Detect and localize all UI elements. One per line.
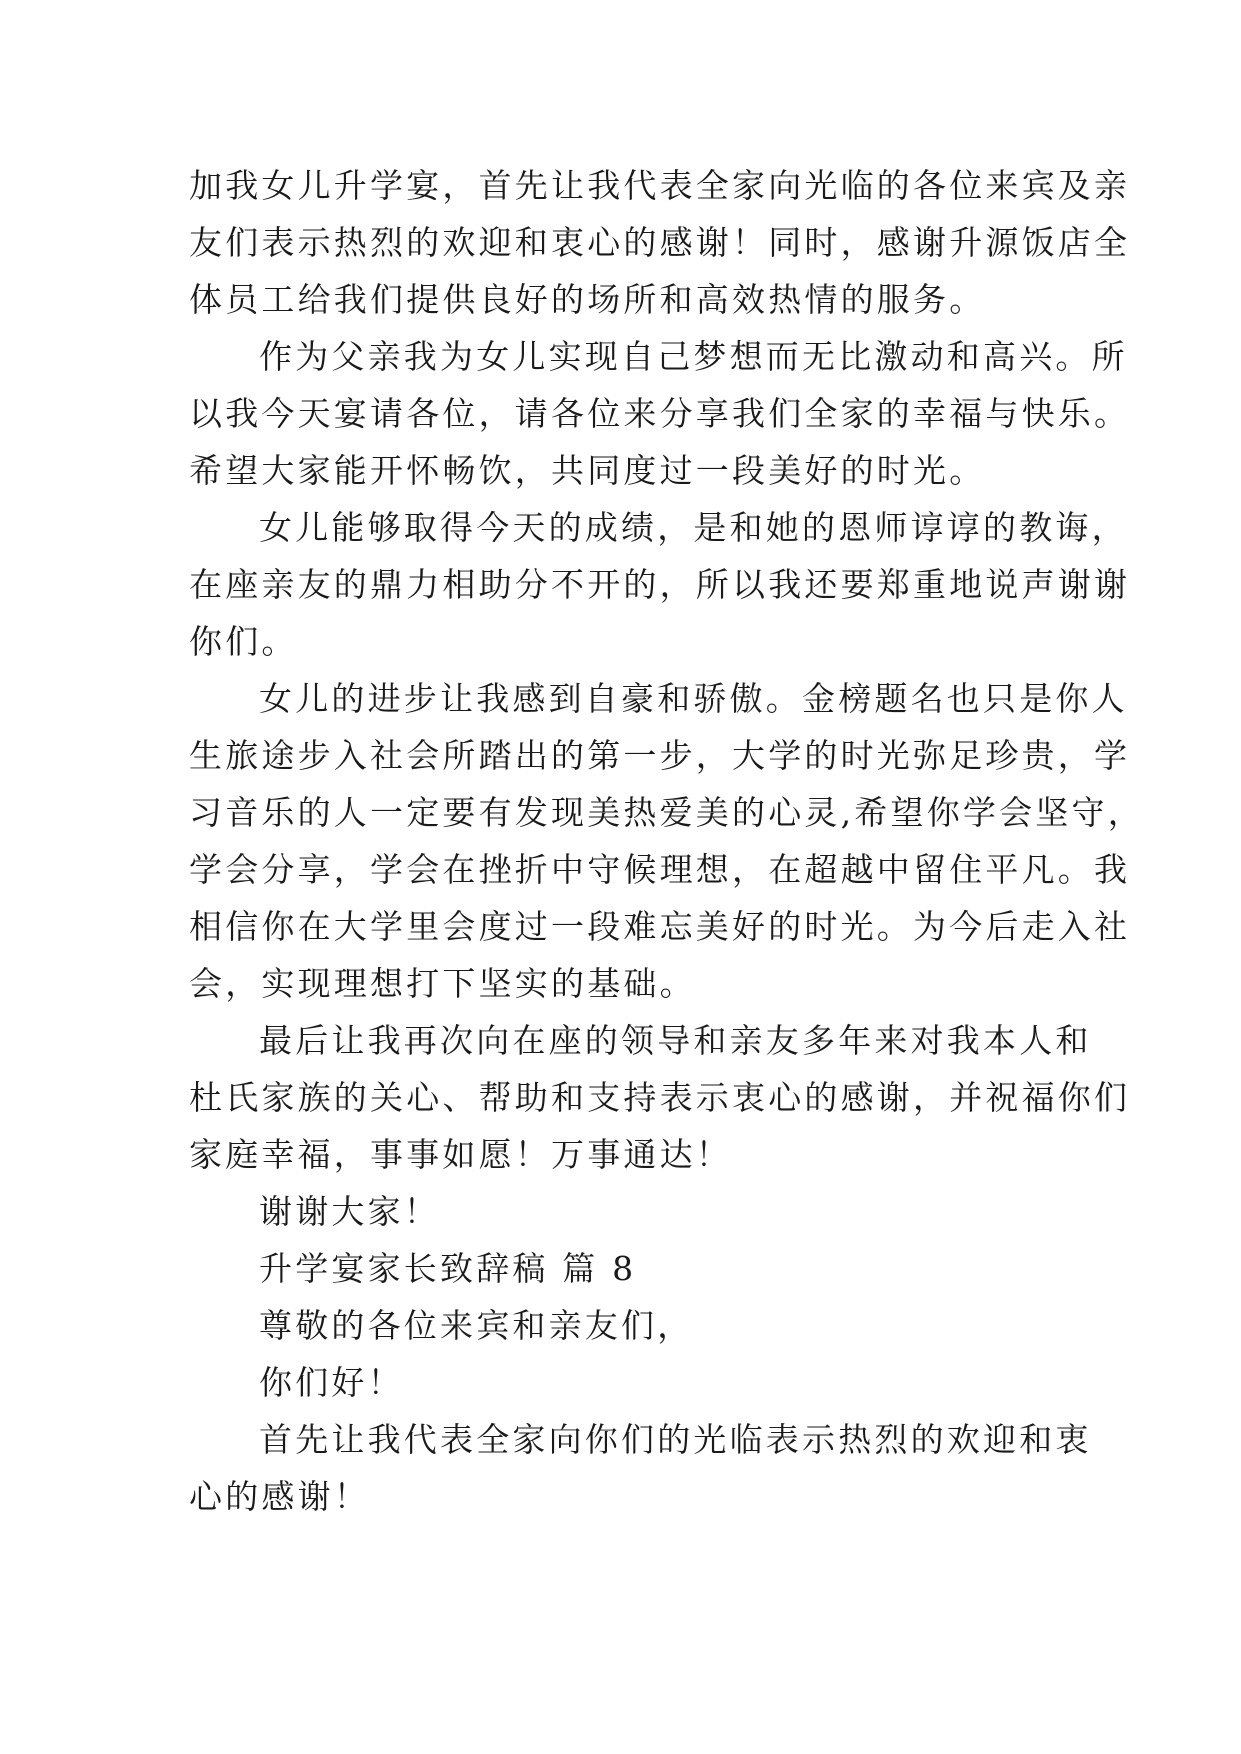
text-line: 相信你在大学里会度过一段难忘美好的时光。为今后走入社	[189, 907, 1131, 946]
paragraph-teachers-thanks	[189, 499, 1131, 670]
text-line: 你们。	[189, 622, 298, 661]
text-line: 杜氏家族的关心、帮助和支持表示衷心的感谢，并祝福你们	[189, 1078, 1131, 1117]
text-line: 会，实现理想打下坚实的基础。	[189, 964, 696, 1003]
paragraph-greeting	[189, 1354, 1069, 1411]
text-line: 作为父亲我为女儿实现自己梦想而无比激动和高兴。所	[259, 337, 1128, 376]
text-line: 首先让我代表全家向你们的光临表示热烈的欢迎和衷	[259, 1420, 1092, 1459]
paragraph-father-joy	[189, 328, 1131, 499]
section-heading	[189, 1240, 1069, 1297]
text-line: 最后让我再次向在座的领导和亲友多年来对我本人和	[259, 1021, 1092, 1060]
text-line: 心的感谢！	[189, 1477, 370, 1516]
text-line: 在座亲友的鼎力相助分不开的，所以我还要郑重地说声谢谢	[189, 565, 1131, 604]
text-line: 以我今天宴请各位，请各位来分享我们全家的幸福与快乐。	[189, 394, 1131, 433]
text-line: 加我女儿升学宴，首先让我代表全家向光临的各位来宾及亲	[189, 166, 1131, 205]
text-line: 谢谢大家！	[259, 1192, 440, 1231]
text-line: 你们好！	[259, 1363, 404, 1402]
paragraph-daughter-progress	[189, 670, 1144, 1012]
text-line: 尊敬的各位来宾和亲友们，	[259, 1306, 694, 1345]
text-line: 友们表示热烈的欢迎和衷心的感谢！同时，感谢升源饭店全	[189, 223, 1131, 262]
text-line: 生旅途步入社会所踏出的第一步，大学的时光弥足珍贵，学	[189, 736, 1131, 775]
text-line: 习音乐的人一定要有发现美热爱美的心灵,希望你学会坚守，	[189, 793, 1144, 832]
text-line: 希望大家能开怀畅饮，共同度过一段美好的时光。	[189, 451, 986, 490]
paragraph-salutation	[189, 1297, 1069, 1354]
paragraph-welcome-continued	[189, 157, 1131, 328]
text-line: 女儿的进步让我感到自豪和骄傲。金榜题名也只是你人	[259, 679, 1128, 718]
paragraph-final-thanks	[189, 1012, 1131, 1183]
paragraph-opening-welcome	[189, 1411, 1092, 1525]
text-line: 家庭幸福，事事如愿！万事通达！	[189, 1135, 732, 1174]
section-title: 升学宴家长致辞稿 篇 8	[259, 1249, 637, 1288]
text-line: 学会分享，学会在挫折中守候理想，在超越中留住平凡。我	[189, 850, 1131, 889]
text-line: 体员工给我们提供良好的场所和高效热情的服务。	[189, 280, 986, 319]
text-line: 女儿能够取得今天的成绩，是和她的恩师谆谆的教诲，	[259, 508, 1128, 547]
paragraph-thank-everyone	[189, 1183, 1069, 1240]
